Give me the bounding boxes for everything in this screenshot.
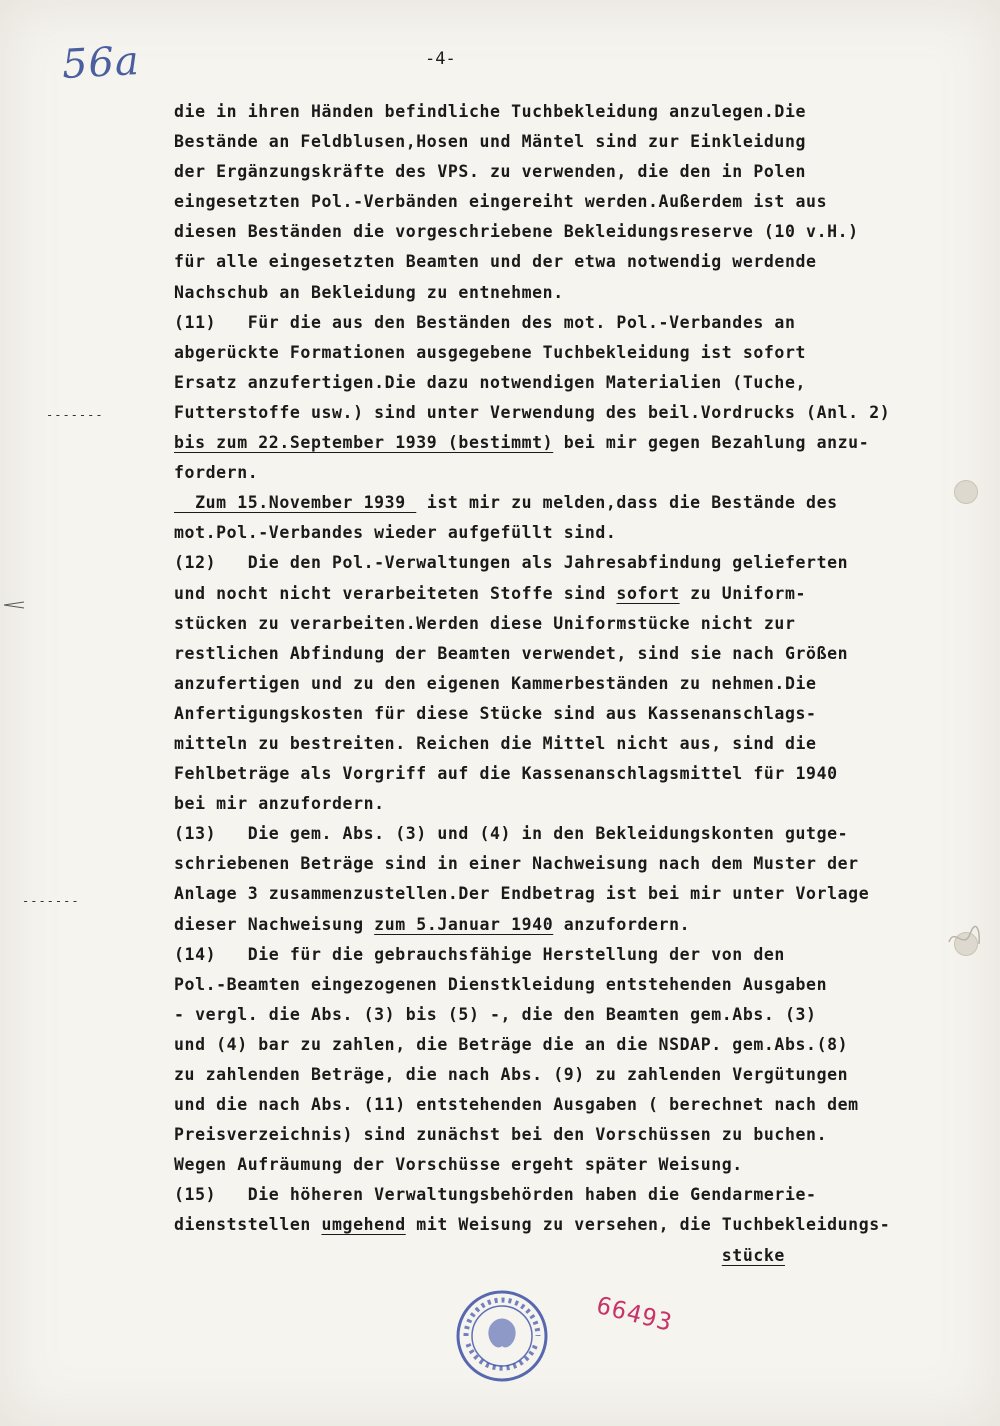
text-line	[174, 1150, 904, 1180]
text-line	[174, 1241, 904, 1271]
margin-dash-mark: -------	[46, 408, 104, 422]
text-line	[174, 217, 904, 247]
text-line	[174, 1120, 904, 1150]
text-line	[174, 1090, 904, 1120]
text-line	[174, 187, 904, 217]
text-segment: dienststellen	[174, 1215, 322, 1235]
text-line	[174, 1060, 904, 1090]
text-line	[174, 127, 904, 157]
text-line	[174, 819, 904, 849]
text-line	[174, 639, 904, 669]
text-line	[174, 729, 904, 759]
margin-dash-mark: -------	[22, 894, 80, 908]
text-line	[174, 428, 904, 458]
punch-hole-top	[954, 480, 978, 504]
text-line	[174, 488, 904, 518]
text-line	[174, 789, 904, 819]
text-segment: zu Uniform-	[679, 583, 807, 603]
underlined-text: sofort	[616, 583, 680, 603]
text-line	[174, 759, 904, 789]
text-segment: stücken zu verarbeiten.Werden diese Uniformstücke nicht zur	[174, 613, 796, 633]
text-line	[174, 548, 904, 578]
text-segment: (12) Die den Pol.-Verwaltungen als Jahresabfindung gelieferten	[174, 553, 849, 573]
text-segment: eingesetzten Pol.-Verbänden eingereiht werden.Außerdem ist aus	[174, 192, 828, 212]
text-line	[174, 699, 904, 729]
text-segment: anzufordern.	[553, 914, 691, 934]
text-segment: mitteln zu bestreiten. Reichen die Mittel nicht aus, sind die	[174, 733, 817, 753]
text-line	[174, 609, 904, 639]
text-segment: mot.Pol.-Verbandes wieder aufgefüllt sind.	[174, 523, 617, 543]
text-segment: (13) Die gem. Abs. (3) und (4) in den Bekleidungskonten gutge-	[174, 824, 849, 844]
text-segment: Fehlbeträge als Vorgriff auf die Kassenanschlagsmittel für 1940	[174, 764, 838, 784]
text-line	[174, 1180, 904, 1210]
text-line	[174, 910, 904, 940]
text-line	[174, 458, 904, 488]
text-segment: - vergl. die Abs. (3) bis (5) -, die den Beamten gem.Abs. (3)	[174, 1004, 817, 1024]
text-line	[174, 338, 904, 368]
handwritten-folio-number: 56a	[60, 37, 141, 89]
margin-tick-mark	[4, 600, 26, 610]
text-segment: bei mir gegen Bezahlung anzu-	[553, 433, 870, 453]
text-line	[174, 879, 904, 909]
text-line	[174, 398, 904, 428]
text-line	[174, 849, 904, 879]
text-line	[174, 308, 904, 338]
underlined-text: stücke	[721, 1245, 785, 1265]
text-line	[174, 97, 904, 127]
text-line	[174, 1210, 904, 1240]
text-segment: diesen Beständen die vorgeschriebene Bekleidungsreserve (10 v.H.)	[174, 222, 859, 242]
text-segment: (14) Die für die gebrauchsfähige Herstellung der von den	[174, 944, 785, 964]
text-segment	[174, 1246, 722, 1265]
text-line	[174, 940, 904, 970]
text-segment: ist mir zu melden,dass die Bestände des	[416, 493, 838, 513]
underlined-text: bis zum 22.September 1939 (bestimmt)	[174, 433, 554, 453]
text-segment: Wegen Aufräumung der Vorschüsse ergeht später Weisung.	[174, 1155, 743, 1175]
text-segment: der Ergänzungskräfte des VPS. zu verwenden, die den in Polen	[174, 162, 807, 182]
red-stamped-number: 66493	[593, 1291, 676, 1337]
text-segment: zu zahlenden Beträge, die nach Abs. (9) zu zahlenden Vergütungen	[174, 1065, 849, 1084]
text-line	[174, 579, 904, 609]
text-segment: (15) Die höheren Verwaltungsbehörden haben die Gendarmerie-	[174, 1185, 817, 1205]
text-line	[174, 157, 904, 187]
text-line	[174, 247, 904, 277]
text-segment: anzufertigen und zu den eigenen Kammerbeständen zu nehmen.Die	[174, 673, 817, 693]
text-segment: (11) Für die aus den Beständen des mot. Pol.-Verbandes an	[174, 312, 796, 332]
page-number: -4-	[425, 49, 456, 69]
underlined-text: zum 5.Januar 1940	[374, 914, 554, 934]
underlined-text: Zum 15.November 1939	[174, 493, 417, 513]
text-line	[174, 368, 904, 398]
text-segment: Futterstoffe usw.) sind unter Verwendung des beil.Vordrucks (Anl. 2)	[174, 402, 891, 422]
text-segment: Ersatz anzufertigen.Die dazu notwendigen Materialien (Tuche,	[174, 372, 807, 392]
text-line	[174, 970, 904, 1000]
text-line	[174, 518, 904, 548]
underlined-text: umgehend	[321, 1215, 406, 1235]
round-seal-stamp	[452, 1286, 552, 1386]
text-segment: die in ihren Händen befindliche Tuchbekleidung anzulegen.Die	[174, 102, 807, 121]
text-line	[174, 669, 904, 699]
text-line	[174, 1030, 904, 1060]
text-segment: fordern.	[174, 463, 259, 483]
text-segment: Pol.-Beamten eingezogenen Dienstkleidung entstehenden Ausgaben	[174, 974, 828, 994]
text-segment: Bestände an Feldblusen,Hosen und Mäntel sind zur Einkleidung	[174, 132, 807, 152]
text-segment: und (4) bar zu zahlen, die Beträge die an die NSDAP. gem.Abs.(8)	[174, 1034, 849, 1054]
text-segment: Anlage 3 zusammenzustellen.Der Endbetrag ist bei mir unter Vorlage	[174, 884, 870, 904]
text-segment: und die nach Abs. (11) entstehenden Ausgaben ( berechnet nach dem	[174, 1095, 859, 1115]
text-line	[174, 278, 904, 308]
text-segment: Nachschub an Bekleidung zu entnehmen.	[174, 282, 564, 302]
text-segment: mit Weisung zu versehen, die Tuchbekleidungs-	[405, 1215, 891, 1235]
text-segment: abgerückte Formationen ausgegebene Tuchbekleidung ist sofort	[174, 342, 807, 362]
text-line	[174, 1000, 904, 1030]
text-segment: Anfertigungskosten für diese Stücke sind aus Kassenanschlags-	[174, 703, 817, 723]
text-segment: dieser Nachweisung	[174, 914, 375, 934]
text-segment: Preisverzeichnis) sind zunächst bei den Vorschüssen zu buchen.	[174, 1125, 828, 1145]
text-segment: schriebenen Beträge sind in einer Nachweisung nach dem Muster der	[174, 854, 859, 874]
text-segment: und nocht nicht verarbeiteten Stoffe sind	[174, 583, 617, 603]
text-segment: für alle eingesetzten Beamten und der etwa notwendig werdende	[174, 252, 817, 272]
text-segment: bei mir anzufordern.	[174, 794, 385, 814]
letter-body	[174, 97, 904, 1271]
margin-scribble	[944, 922, 984, 952]
text-segment: restlichen Abfindung der Beamten verwendet, sind sie nach Größen	[174, 643, 849, 663]
